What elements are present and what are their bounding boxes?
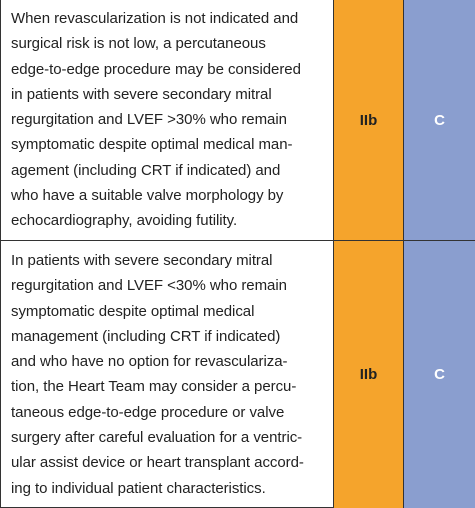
level-label: C xyxy=(434,366,445,383)
text-line: surgical risk is not low, a percutaneous xyxy=(11,35,266,53)
text-line: and who have no option for revasculariza- xyxy=(11,353,288,371)
text-line: ing to individual patient characteristics. xyxy=(11,479,266,497)
class-of-recommendation-cell xyxy=(333,241,404,508)
text-line: taneous edge-to-edge procedure or valve xyxy=(11,403,285,421)
text-line: in patients with severe secondary mitral xyxy=(11,85,272,103)
text-line: echocardiography, avoiding futility. xyxy=(11,212,238,230)
text-line: regurgitation and LVEF >30% who remain xyxy=(11,111,287,129)
level-label: C xyxy=(434,111,445,129)
text-line: management (including CRT if indicated) xyxy=(11,327,281,345)
level-of-evidence-cell xyxy=(404,241,475,508)
text-line: symptomatic despite optimal medical man- xyxy=(11,136,293,154)
text-line: In patients with severe secondary mitral xyxy=(11,252,273,269)
text-line: surgery after careful evaluation for a ventric- xyxy=(11,429,303,447)
class-label: IIb xyxy=(359,366,378,383)
text-line: symptomatic despite optimal medical xyxy=(11,302,255,320)
text-line: tion, the Heart Team may consider a percu- xyxy=(11,378,297,396)
text-line: agement (including CRT if indicated) and xyxy=(11,161,281,179)
recommendation-row xyxy=(0,0,475,240)
text-line: regurgitation and LVEF <30% who remain xyxy=(11,277,287,295)
text-line: ular assist device or heart transplant accord- xyxy=(11,454,304,472)
text-line: edge-to-edge procedure may be considered xyxy=(11,60,301,78)
text-line: When revascularization is not indicated and xyxy=(11,10,299,27)
recommendation-row xyxy=(0,241,475,508)
class-label: IIb xyxy=(359,111,378,129)
level-of-evidence-cell xyxy=(404,0,475,240)
class-of-recommendation-cell xyxy=(333,0,404,240)
recommendation-text xyxy=(0,0,333,240)
recommendation-text xyxy=(0,241,333,508)
text-line: who have a suitable valve morphology by xyxy=(11,187,284,205)
